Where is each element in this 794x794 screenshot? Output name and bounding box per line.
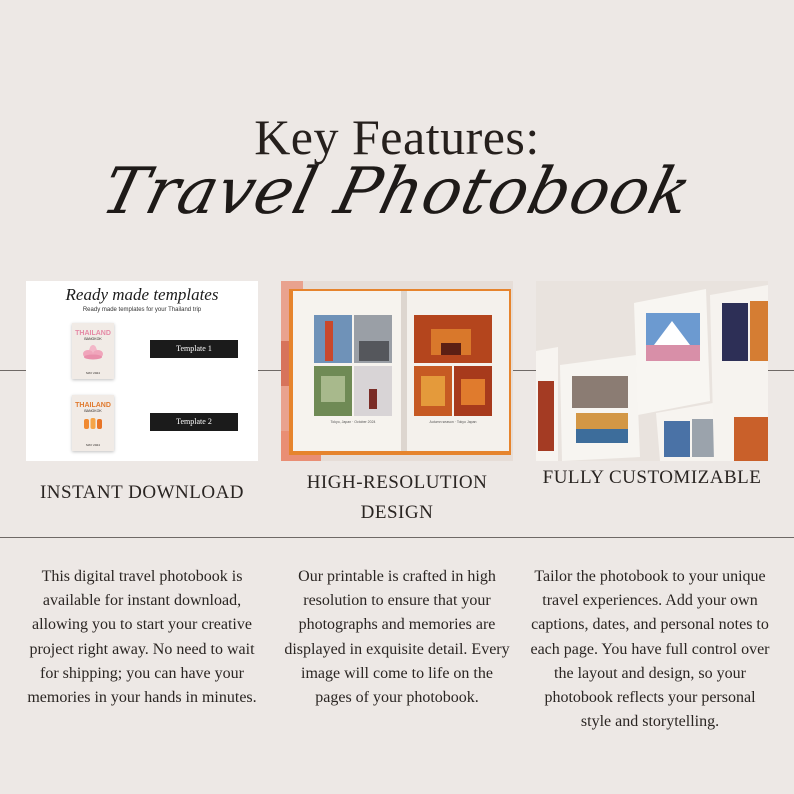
- feature-description-instant-download: This digital travel photobook is available for instant download, allowing you to start your creative project right away. No need to wait for shipping; you can have your memories in your hands in minutes.: [27, 568, 257, 707]
- lantern-icon: [82, 416, 104, 432]
- feature-label-instant-download: INSTANT DOWNLOAD: [39, 482, 245, 503]
- pages-collage-illustration: [536, 281, 768, 461]
- page-subtitle: Travel Photobook: [94, 155, 700, 229]
- preview-heading: Ready made templates: [65, 285, 219, 304]
- lotus-icon: [82, 344, 104, 360]
- feature-description-customizable: Tailor the photobook to your unique travel experiences. Add your own captions, dates, and personal notes to each page. You have full control over the layout and design, so your photobook reflects your personal style and storytelling.: [530, 568, 770, 731]
- divider-bottom: [0, 537, 794, 538]
- cover-subtitle: BANGKOK: [84, 409, 102, 413]
- templates-preview-image: [26, 281, 258, 461]
- customizable-pages-image: [536, 281, 768, 461]
- template-cover-2: [72, 395, 114, 451]
- feature-description-high-resolution: Our printable is crafted in high resolution to ensure that your photographs and memories are displayed in exquisite detail. Every image will come to life on the pages of your photobook.: [284, 568, 510, 707]
- right-page-caption: Autumn season · Tokyo Japan: [429, 420, 477, 424]
- page-title: Key Features:: [254, 109, 540, 165]
- left-page-caption: Tokyo, Japan · October 2024: [330, 420, 376, 424]
- template-1-button[interactable]: Template 1: [150, 340, 238, 358]
- preview-subheading: Ready made templates for your Thailand trip: [82, 307, 202, 313]
- open-book-illustration: [281, 281, 513, 461]
- cover-date: MAY 2024: [86, 443, 100, 447]
- template-cover-1: [72, 323, 114, 379]
- feature-label-high-resolution: HIGH-RESOLUTION DESIGN: [306, 472, 488, 523]
- feature-label-customizable: FULLY CUSTOMIZABLE: [542, 467, 762, 488]
- cover-date: MAY 2024: [86, 371, 100, 375]
- cover-title: THAILAND: [75, 402, 111, 409]
- template-2-button[interactable]: Template 2: [150, 413, 238, 431]
- cover-subtitle: BANGKOK: [84, 337, 102, 341]
- photobook-spread-image: [281, 281, 513, 461]
- cover-title: THAILAND: [75, 330, 111, 337]
